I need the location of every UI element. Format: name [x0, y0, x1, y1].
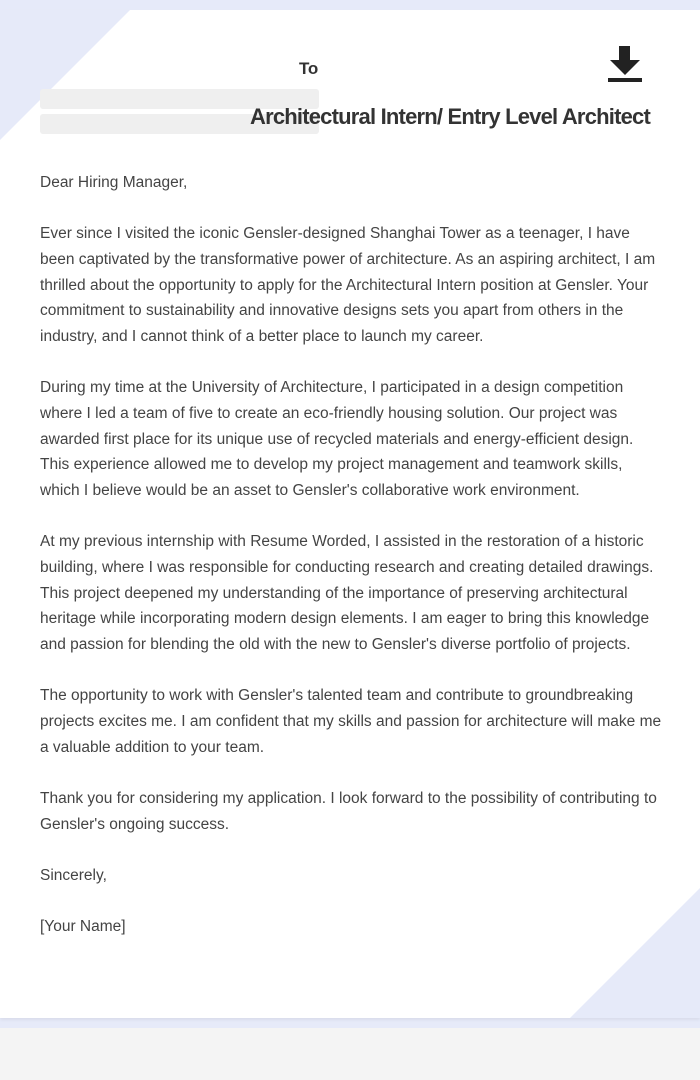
download-icon [603, 42, 647, 86]
letter-paragraph: Ever since I visited the iconic Gensler-designed Shanghai Tower as a teenager, I have been captivated by the transformative power of architecture. As an aspiring architect, I am thrilled about the opportunity to apply for the Architectural Intern position at Gensler. Your commitment to sustainability and innovative designs sets you apart from others in the industry, and I cannot think of a better place to launch my career. [40, 225, 656, 346]
job-title: Architectural Intern/ Entry Level Architect [249, 104, 650, 129]
letter-paragraph: The opportunity to work with Gensler's talented team and contribute to groundbreaking projects excites me. I am confident that my skills and passion for architecture will make me a valuable addition to your team. [40, 687, 662, 756]
letter-closing: Sincerely, [40, 866, 107, 884]
letter-paragraph: Thank you for considering my application. I look forward to the possibility of contributing to Gensler's ongoing success. [40, 789, 657, 833]
letter-greeting: Dear Hiring Manager, [40, 174, 188, 191]
letter-body [40, 170, 662, 965]
to-label: To [299, 59, 319, 78]
download-button[interactable] [603, 42, 647, 86]
letter-paragraph: During my time at the University of Architecture, I participated in a design competition where I led a team of five to create an eco-friendly housing solution. Our project was awarded first place for its unique use of recycled materials and energy-efficient design. This experience allowed me to develop my project management and teamwork skills, which I believe would be an asset to Gensler's collaborative work environment. [40, 379, 634, 500]
letter-signature: [Your Name] [40, 917, 126, 935]
letter-paragraph: At my previous internship with Resume Worded, I assisted in the restoration of a historic building, where I was responsible for conducting research and creating detailed drawings. This project deepened my understanding of the importance of preserving architectural heritage while incorporating modern design elements. I am eager to bring this knowledge and passion for blending the old with the new to Gensler's diverse portfolio of projects. [40, 533, 654, 654]
